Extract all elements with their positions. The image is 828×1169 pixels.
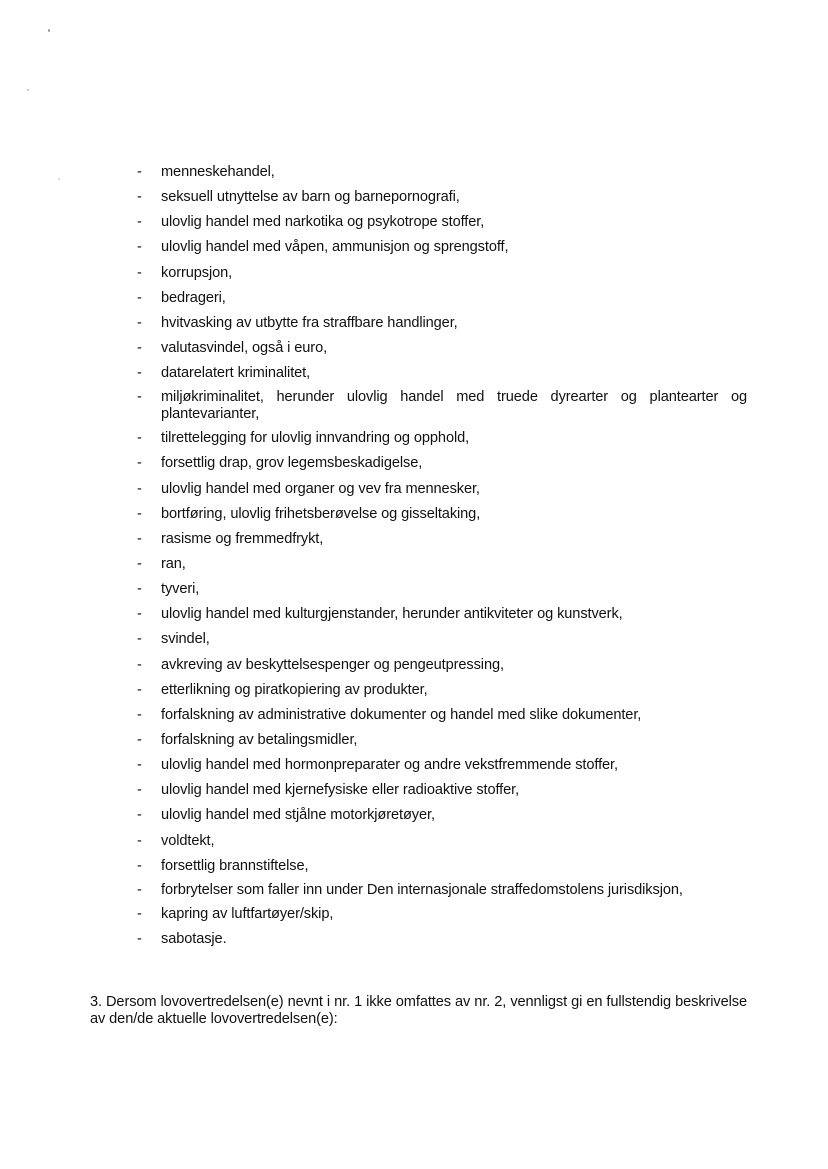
crime-list-item (137, 630, 747, 649)
crime-text: forsettlig brannstiftelse, (161, 857, 309, 874)
crime-text: menneskehandel, (161, 164, 275, 180)
crime-text: kapring av luftfartøyer/skip, (161, 905, 334, 922)
crime-text: forfalskning av betalingsmidler, (161, 731, 358, 748)
crime-text: rasisme og fremmedfrykt, (161, 530, 324, 547)
crime-text: tilrettelegging for ulovlig innvandring og opphold, (161, 430, 470, 447)
crime-list-item (137, 454, 747, 473)
bullet-dash: - (137, 656, 142, 673)
crime-list-item (137, 364, 747, 383)
crime-list-item (137, 857, 747, 876)
crime-list-item (137, 706, 747, 725)
crime-text: seksuell utnyttelse av barn og barnepornografi, (161, 189, 460, 206)
bullet-dash: - (137, 731, 142, 748)
question-number: 3. (90, 993, 102, 1010)
bullet-dash: - (137, 289, 142, 306)
crime-text: bedrageri, (161, 289, 226, 306)
bullet-dash: - (137, 455, 142, 472)
scan-speck (48, 29, 50, 32)
crime-list-item (137, 188, 747, 207)
crime-list-item (137, 289, 747, 308)
crime-text: ulovlig handel med narkotika og psykotrope stoffer, (161, 214, 485, 231)
crime-list-item (137, 314, 747, 333)
crime-text: ulovlig handel med stjålne motorkjøretøyer, (161, 807, 435, 824)
crime-text: forsettlig drap, grov legemsbeskadigelse, (161, 455, 423, 472)
crime-text: forbrytelser som faller inn under Den internasjonale straffedomstolens jurisdiksjon, (161, 881, 683, 898)
crime-text: datarelatert kriminalitet, (161, 365, 311, 382)
crime-list-item (137, 163, 747, 182)
bullet-dash: - (137, 631, 142, 648)
bullet-dash: - (137, 706, 142, 723)
crime-list-item (137, 656, 747, 675)
crime-text: voldtekt, (161, 832, 215, 849)
bullet-dash: - (137, 807, 142, 824)
bullet-dash: - (137, 164, 142, 180)
crime-text: tyveri, (161, 581, 200, 598)
bullet-dash: - (137, 832, 142, 849)
crime-list-item (137, 264, 747, 283)
crime-text: hvitvasking av utbytte fra straffbare handlinger, (161, 314, 458, 331)
crime-list-item (137, 681, 747, 700)
crime-list-item (137, 339, 747, 358)
crime-list-item (137, 930, 747, 949)
crime-text: korrupsjon, (161, 264, 233, 281)
crime-list-item (137, 781, 747, 800)
bullet-dash: - (137, 555, 142, 572)
crime-text: etterlikning og piratkopiering av produkter, (161, 681, 428, 698)
crime-list-item (137, 580, 747, 599)
scan-speck (27, 89, 29, 91)
bullet-dash: - (137, 189, 142, 206)
crime-list (137, 163, 747, 955)
crime-text: ulovlig handel med våpen, ammunisjon og sprengstoff, (161, 239, 509, 256)
bullet-dash: - (137, 606, 142, 623)
bullet-dash: - (137, 581, 142, 598)
crime-text: bortføring, ulovlig frihetsberøvelse og gisseltaking, (161, 505, 481, 522)
bullet-dash: - (137, 339, 142, 356)
bullet-dash: - (137, 782, 142, 799)
bullet-dash: - (137, 757, 142, 774)
bullet-dash: - (137, 430, 142, 447)
crime-list-item (137, 806, 747, 825)
bullet-dash: - (137, 365, 142, 382)
bullet-dash: - (137, 389, 142, 406)
bullet-dash: - (137, 314, 142, 331)
crime-list-item (137, 530, 747, 549)
crime-list-item (137, 882, 747, 899)
bullet-dash: - (137, 264, 142, 281)
crime-text: ulovlig handel med kulturgjenstander, herunder antikviteter og kunstverk, (161, 606, 623, 623)
crime-text: ulovlig handel med organer og vev fra mennesker, (161, 480, 480, 497)
bullet-dash: - (137, 214, 142, 231)
crime-list-item (137, 480, 747, 499)
crime-list-item (137, 213, 747, 232)
bullet-dash: - (137, 930, 142, 947)
crime-list-item (137, 238, 747, 257)
crime-text: ran, (161, 555, 186, 572)
crime-text: ulovlig handel med kjernefysiske eller radioaktive stoffer, (161, 782, 520, 799)
crime-list-item (137, 389, 747, 423)
crime-list-item (137, 555, 747, 574)
question-text: Dersom lovovertredelsen(e) nevnt i nr. 1 ikke omfattes av nr. 2, vennligst gi en fullstendig beskrivelse av den/de aktuelle lovovertredelsen(e): (90, 993, 747, 1027)
bullet-dash: - (137, 480, 142, 497)
bullet-dash: - (137, 857, 142, 874)
question-3 (90, 994, 747, 1028)
crime-list-item (137, 429, 747, 448)
crime-text: sabotasje. (161, 930, 227, 947)
bullet-dash: - (137, 681, 142, 698)
crime-text: valutasvindel, også i euro, (161, 339, 328, 356)
crime-list-item (137, 756, 747, 775)
crime-text: forfalskning av administrative dokumenter og handel med slike dokumenter, (161, 706, 642, 723)
crime-text: ulovlig handel med hormonpreparater og andre vekstfremmende stoffer, (161, 757, 618, 774)
crime-list-item (137, 605, 747, 624)
crime-list-item (137, 505, 747, 524)
crime-list-item (137, 905, 747, 924)
bullet-dash: - (137, 881, 142, 898)
scan-speck (58, 178, 60, 180)
crime-text: svindel, (161, 631, 210, 648)
bullet-dash: - (137, 239, 142, 256)
bullet-dash: - (137, 505, 142, 522)
crime-list-item (137, 731, 747, 750)
crime-list-item (137, 832, 747, 851)
crime-text: miljøkriminalitet, herunder ulovlig handel med truede dyrearter og plantearter og plantevarianter, (161, 389, 747, 423)
bullet-dash: - (137, 530, 142, 547)
crime-text: avkreving av beskyttelsespenger og pengeutpressing, (161, 656, 504, 673)
bullet-dash: - (137, 905, 142, 922)
